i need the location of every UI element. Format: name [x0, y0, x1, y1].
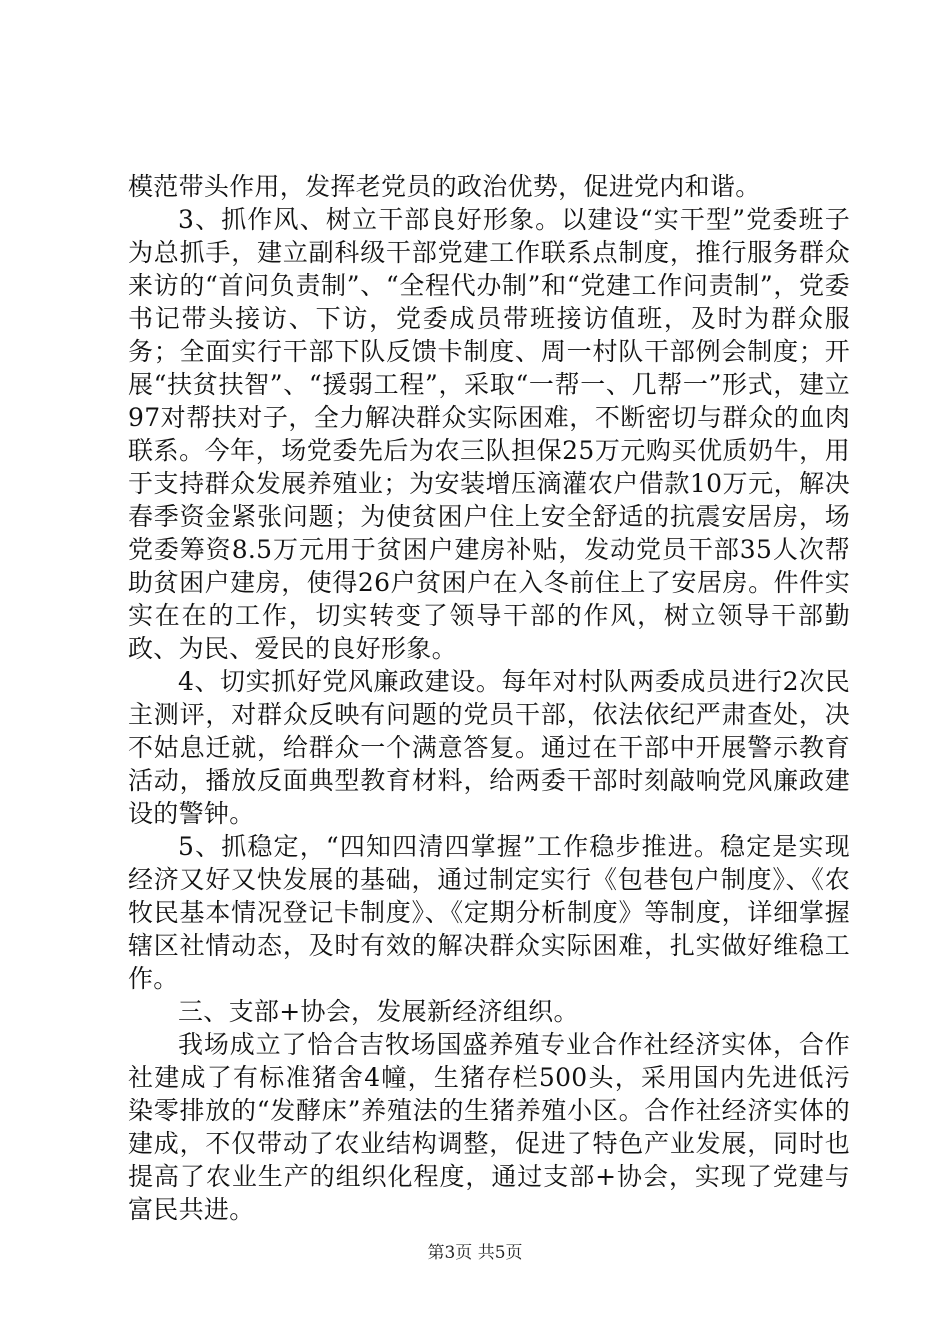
- page-number-label: 第3页 共5页: [427, 1243, 523, 1263]
- paragraph-continuation: 模范带头作用，发挥老党员的政治优势，促进党内和谐。: [128, 172, 761, 201]
- paragraph-item-4-anti-corruption: 4、切实抓好党风廉政建设。每年对村队两委成员进行2次民主测评，对群众反映有问题的党员干部，依法依纪严肃查处，决不姑息迁就，给群众一个满意答复。通过在干部中开展警示教育活动，播放反面典型教育材料，给两委干部时刻敲响党风廉政建设的警钟。: [128, 667, 850, 828]
- paragraph-item-3-work-style: 3、抓作风、树立干部良好形象。以建设“实干型”党委班子为总抓手，建立副科级干部党建工作联系点制度，推行服务群众来访的“首问负责制”、“全程代办制”和“党建工作问责制”，党委书记带头接访、下访，党委成员带班接访值班，及时为群众服务；全面实行干部下队反馈卡制度、周一村队干部例会制度；开展“扶贫扶智”、“援弱工程”，采取“一帮一、几帮一”形式，建立97对帮扶对子，全力解决群众实际困难，不断密切与群众的血肉联系。今年，场党委先后为农三队担保25万元购买优质奶牛，用于支持群众发展养殖业；为安装增压滴灌农户借款10万元，解决春季资金紧张问题；为使贫困户住上安全舒适的抗震安居房，场党委筹资8.5万元用于贫困户建房补贴，发动党员干部35人次帮助贫困户建房，使得26户贫困户在入冬前住上了安居房。件件实实在在的工作，切实转变了领导干部的作风，树立领导干部勤政、为民、爱民的良好形象。: [128, 205, 850, 663]
- paragraph-cooperative: 我场成立了恰合吉牧场国盛养殖专业合作社经济实体，合作社建成了有标准猪舍4幢，生猪存栏500头，采用国内先进低污染零排放的“发酵床”养殖法的生猪养殖小区。合作社经济实体的建成，不仅带动了农业结构调整，促进了特色产业发展，同时也提高了农业生产的组织化程度，通过支部+协会，实现了党建与富民共进。: [128, 1030, 850, 1224]
- section-heading-3: 三、支部+协会，发展新经济组织。: [178, 997, 579, 1026]
- page-footer: [0, 1238, 950, 1263]
- paragraph-item-5-stability: 5、抓稳定，“四知四清四掌握”工作稳步推进。稳定是实现经济又好又快发展的基础，通过制定实行《包巷包户制度》、《农牧民基本情况登记卡制度》、《定期分析制度》等制度，详细掌握辖区社情动态，及时有效的解决群众实际困难，扎实做好维稳工作。: [128, 832, 850, 993]
- document-body: [128, 170, 850, 1226]
